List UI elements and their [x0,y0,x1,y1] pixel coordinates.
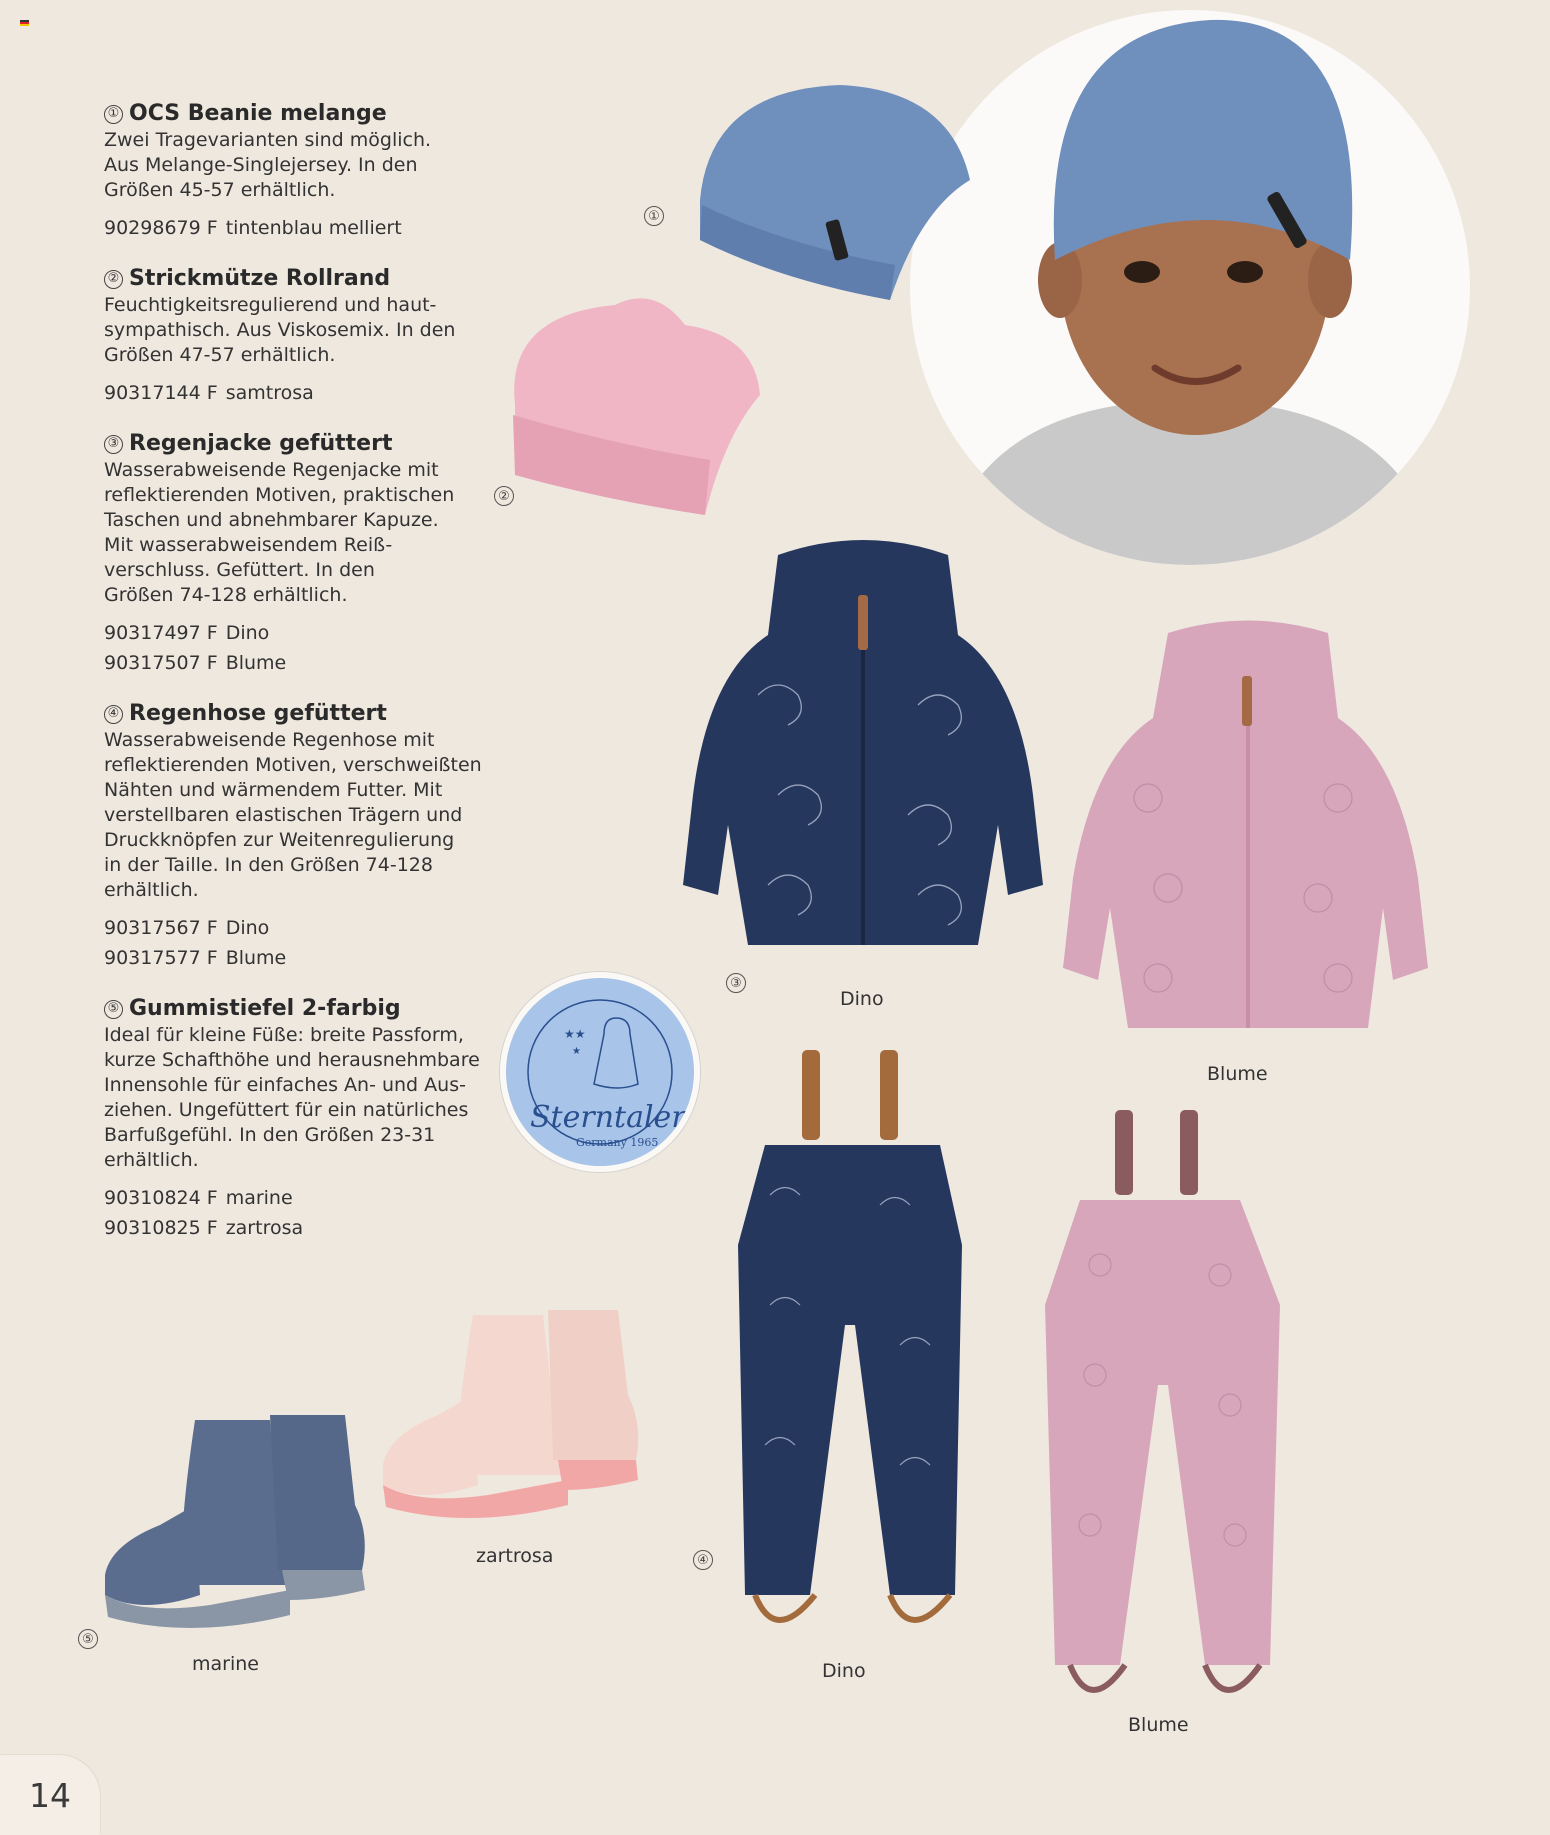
number-badge: ⑤ [104,1000,123,1019]
product-title: OCS Beanie melange [129,101,387,126]
product-description: Wasserabweisende Regenjacke mit reflektierenden Motiven, praktischen Taschen und abnehmbarer Kapuze. Mit wasserabweisendem Reiß- verschluss. Gefüttert. In den Größen 74-128 erhältlich. [104,459,455,606]
product-title: Strickmütze Rollrand [129,266,391,291]
caption-pants-blume: Blume [1128,1714,1189,1736]
number-badge: ② [104,270,123,289]
variant-row: 90317144 F samtrosa [104,382,314,404]
product-title: Regenhose gefüttert [129,701,387,726]
variant-row: 90317507 F Blume [104,652,287,674]
sterntaler-badge [500,972,700,1172]
blue-beanie-image [690,80,970,314]
product-title: Gummistiefel 2-farbig [129,996,401,1021]
svg-text:★★: ★★ [564,1027,586,1041]
number-badge: ④ [104,705,123,724]
boots-marine-image [100,1405,380,1639]
child-photo [910,10,1470,565]
jacket-blume-image [1058,618,1433,1042]
flag-icon [20,20,29,26]
product-rain-pants [104,700,504,973]
product-description: Zwei Tragevarianten sind möglich. Aus Melange-Singlejersey. In den Größen 45-57 erhältlich. [104,129,432,201]
page-number: 14 [0,1755,100,1835]
brand-name: Sterntaler [530,1100,686,1135]
pants-blume-image [1040,1105,1285,1709]
marker-4: ④ [693,1550,713,1570]
caption-pants-dino: Dino [822,1660,866,1682]
number-badge: ③ [104,435,123,454]
svg-text:★: ★ [572,1046,581,1057]
caption-boot-marine: marine [192,1653,259,1675]
product-title: Regenjacke gefüttert [129,431,393,456]
caption-jacket-dino: Dino [840,988,884,1010]
product-list [104,100,504,1265]
pink-beanie-image [505,285,765,529]
product-rain-boots [104,995,504,1243]
product-beanie [104,100,504,243]
number-badge: ① [104,105,123,124]
product-description: Wasserabweisende Regenhose mit reflektierenden Motiven, verschweißten Nähten und wärmendem Futter. Mit verstellbaren elastischen Trägern und Druckknöpfen zur Weitenregulierung in der Taille. In den Größen 74-128 erhältlich. [104,729,482,901]
pants-dino-image [730,1045,970,1659]
marker-3: ③ [726,973,746,993]
marker-2: ② [494,486,514,506]
marker-5: ⑤ [78,1629,98,1649]
brand-tagline: Germany 1965 [576,1136,659,1149]
product-description: Ideal für kleine Füße: breite Passform, kurze Schafthöhe und herausnehmbare Innensohle für einfaches An- und Aus- ziehen. Ungefüttert für ein natürliches Barfußgefühl. In den Größen 23-31 erhältlich. [104,1024,480,1171]
variant-row: 90310824 F marine [104,1187,293,1209]
caption-jacket-blume: Blume [1207,1063,1268,1085]
variant-row: 90298679 F tintenblau melliert [104,217,402,239]
marker-1: ① [644,206,664,226]
boots-zartrosa-image [378,1295,648,1529]
variant-row: 90317497 F Dino [104,622,270,644]
variant-row: 90310825 F zartrosa [104,1217,304,1239]
variant-row: 90317577 F Blume [104,947,287,969]
caption-boot-zartrosa: zartrosa [476,1545,554,1567]
product-knit-hat [104,265,504,408]
product-description: Feuchtigkeitsregulierend und haut- sympathisch. Aus Viskosemix. In den Größen 47-57 erhältlich. [104,294,456,366]
product-rain-jacket [104,430,504,678]
jacket-dino-image [678,535,1048,964]
variant-row: 90317567 F Dino [104,917,270,939]
